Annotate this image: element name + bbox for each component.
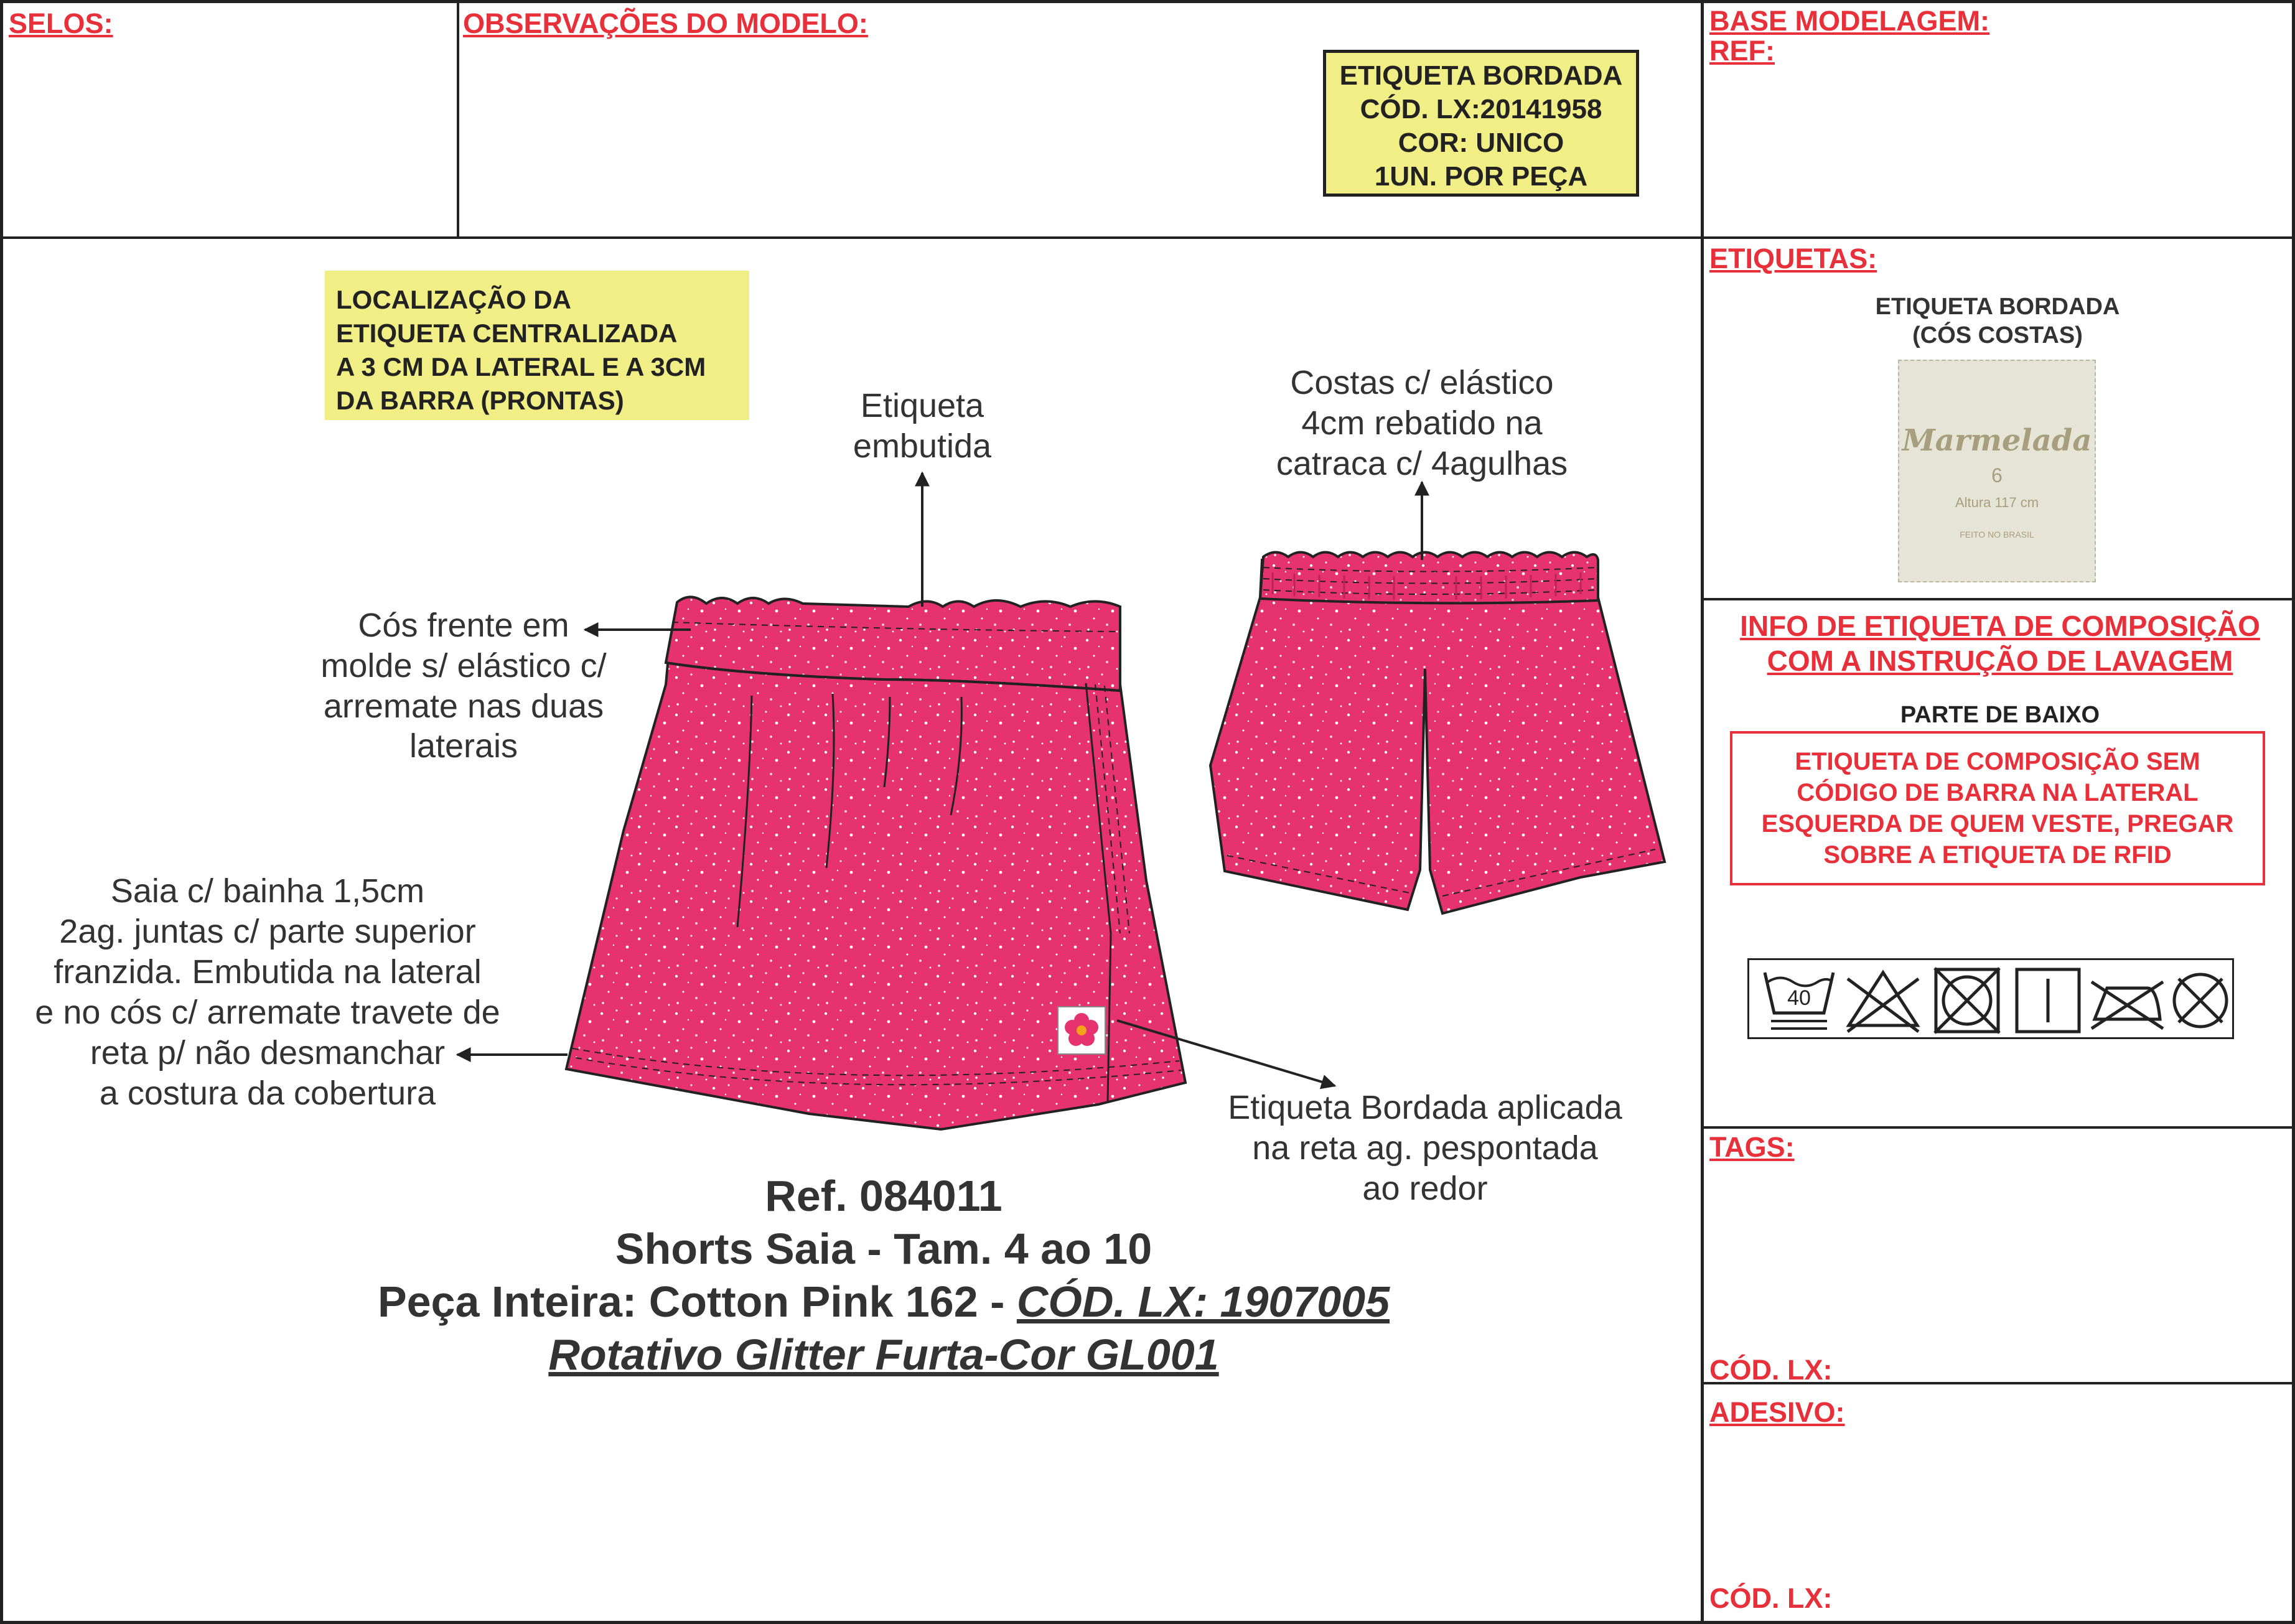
annotation-line: Saia c/ bainha 1,5cm (110, 872, 425, 910)
line-dry-icon (2017, 969, 2079, 1032)
etiqueta-info-line-3: COR: UNICO (1398, 128, 1564, 158)
annotation-line: Cós frente em (358, 607, 569, 644)
annotation-line: arremate nas duas (323, 687, 604, 725)
ref-label: REF: (1709, 35, 1775, 67)
product-fabric-label: Peça Inteira: Cotton Pink 162 - (377, 1277, 1017, 1326)
composicao-line-4: SOBRE A ETIQUETA DE RFID (1823, 841, 2172, 869)
composicao-line-3: ESQUERDA DE QUEM VESTE, PREGAR (1761, 810, 2234, 838)
composicao-line-2: CÓDIGO DE BARRA NA LATERAL (1797, 779, 2199, 806)
annotation-line: Etiqueta Bordada aplicada (1228, 1089, 1622, 1126)
annotation-line: 4cm rebatido na (1301, 404, 1543, 442)
info-composicao-title (1705, 609, 2295, 678)
annotation-line: embutida (853, 427, 992, 465)
etiqueta-info-line-1: ETIQUETA BORDADA (1339, 60, 1623, 91)
care-symbols-row (1747, 958, 2234, 1039)
etiqueta-caption-2: (CÓS COSTAS) (1912, 322, 2083, 348)
tags-cod-label: CÓD. LX: (1709, 1354, 1833, 1386)
composicao-line-1: ETIQUETA DE COMPOSIÇÃO SEM (1795, 748, 2200, 775)
label-made: FEITO NO BRASIL (1960, 530, 2034, 539)
product-print: Rotativo Glitter Furta-Cor GL001 (548, 1330, 1219, 1379)
annotation-line: laterais (409, 727, 518, 765)
annotation-line: ao redor (1362, 1169, 1488, 1207)
do-not-iron-icon (2092, 982, 2163, 1029)
label-size: 6 (1991, 464, 2003, 487)
tags-title: TAGS: (1709, 1131, 1795, 1163)
shorts-back-waistband (1260, 553, 1598, 604)
wash-40-icon (1765, 973, 1833, 1029)
label-brand: Marmelada (1902, 423, 2092, 458)
product-info (261, 1170, 1506, 1381)
product-name: Shorts Saia - Tam. 4 ao 10 (615, 1225, 1152, 1273)
adesivo-cod-label: CÓD. LX: (1709, 1582, 1833, 1614)
adesivo-title: ADESIVO: (1709, 1396, 1845, 1428)
annotation-line: Costas c/ elástico (1290, 364, 1554, 401)
composicao-instructions (1730, 731, 2265, 885)
etiquetas-title: ETIQUETAS: (1709, 243, 1877, 274)
do-not-dry-clean-icon (2174, 974, 2227, 1027)
product-fabric (261, 1276, 1506, 1328)
localizacao-line-3: A 3 CM DA LATERAL E A 3CM (336, 352, 706, 381)
annotation-cos-frente (286, 605, 641, 767)
localizacao-line-2: ETIQUETA CENTRALIZADA (336, 319, 678, 348)
annotation-line: e no cós c/ arremate travete de (35, 994, 500, 1031)
embroidered-label-image (1898, 360, 2096, 582)
shorts-back-body (1210, 560, 1665, 913)
etiqueta-caption-1: ETIQUETA BORDADA (1875, 294, 2120, 320)
info-title-2: COM A INSTRUÇÃO DE LAVAGEM (1767, 645, 2233, 677)
annotation-line: 2ag. juntas c/ parte superior (59, 913, 476, 950)
product-fabric-code: CÓD. LX: 1907005 (1016, 1277, 1390, 1326)
annotation-line: na reta ag. pespontada (1252, 1129, 1598, 1167)
annotation-costas (1235, 363, 1609, 483)
skort-front-drawing (566, 597, 1185, 1129)
etiqueta-bordada-caption (1805, 292, 2190, 350)
selos-label: SELOS: (9, 7, 113, 39)
annotation-line: catraca c/ 4agulhas (1276, 444, 1568, 482)
info-title-1: INFO DE ETIQUETA DE COMPOSIÇÃO (1740, 610, 2260, 642)
observacoes-label: OBSERVAÇÕES DO MODELO: (463, 7, 868, 39)
annotation-line: molde s/ elástico c/ (320, 646, 607, 684)
label-height: Altura 117 cm (1955, 495, 2039, 510)
parte-de-baixo-label: PARTE DE BAIXO (1900, 702, 2100, 728)
annotation-saia (6, 871, 529, 1114)
do-not-tumble-dry-icon (1935, 968, 1999, 1033)
shorts-back-drawing (1210, 553, 1665, 914)
product-ref: Ref. 084011 (765, 1172, 1003, 1220)
skort-body (566, 650, 1185, 1129)
annotation-line: Etiqueta (860, 387, 984, 424)
annotation-line: reta p/ não desmanchar (90, 1034, 446, 1071)
etiqueta-info-line-4: 1UN. POR PEÇA (1374, 161, 1588, 192)
annotation-etiqueta-embutida (829, 386, 1016, 467)
localizacao-line-4: DA BARRA (PRONTAS) (336, 386, 624, 415)
annotation-line: a costura da cobertura (99, 1075, 436, 1112)
localizacao-line-1: LOCALIZAÇÃO DA (336, 285, 571, 314)
do-not-bleach-icon (1848, 973, 1919, 1032)
annotation-line: franzida. Embutida na lateral (54, 953, 482, 991)
base-modelagem-label: BASE MODELAGEM: (1709, 5, 1989, 37)
etiqueta-info-line-2: CÓD. LX:20141958 (1360, 94, 1602, 124)
svg-text:40: 40 (1787, 986, 1811, 1010)
